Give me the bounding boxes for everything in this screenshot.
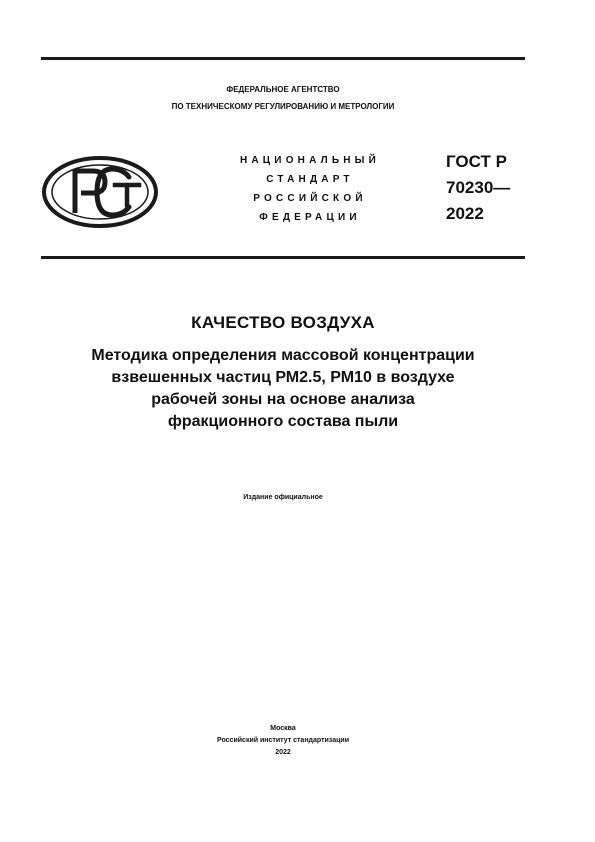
document-subtitle-line-4: фракционного состава пыли [167, 413, 399, 430]
imprint-year: 2022 [275, 749, 291, 756]
standard-type-line-4: ФЕДЕРАЦИИ [259, 212, 361, 223]
standard-type-line-3: РОССИЙСКОЙ [253, 193, 367, 204]
document-subtitle-line-3: рабочей зоны на основе анализа [151, 391, 415, 408]
document-title: КАЧЕСТВО ВОЗДУХА [191, 313, 375, 332]
edition-note: Издание официальное [243, 494, 323, 501]
designation-line-2: 70230— [446, 178, 511, 197]
designation-line-3: 2022 [446, 204, 484, 223]
top-rule [41, 57, 525, 60]
agency-name-line-2: ПО ТЕХНИЧЕСКОМУ РЕГУЛИРОВАНИЮ И МЕТРОЛОГИИ [171, 102, 395, 111]
agency-name-line-1: ФЕДЕРАЛЬНОЕ АГЕНТСТВО [226, 85, 340, 94]
standard-type-line-1: НАЦИОНАЛЬНЫЙ [239, 155, 381, 166]
designation-line-1: ГОСТ Р [446, 152, 507, 171]
document-subtitle-line-1: Методика определения массовой концентрации [91, 347, 475, 364]
document-subtitle-line-2: взвешенных частиц РМ2.5, РМ10 в воздухе [111, 369, 455, 386]
imprint-publisher: Российский институт стандартизации [216, 737, 349, 744]
middle-rule [41, 256, 525, 259]
standard-type-line-2: СТАНДАРТ [266, 174, 354, 185]
rst-gost-mark-icon [41, 155, 159, 229]
imprint-city: Москва [270, 725, 296, 732]
